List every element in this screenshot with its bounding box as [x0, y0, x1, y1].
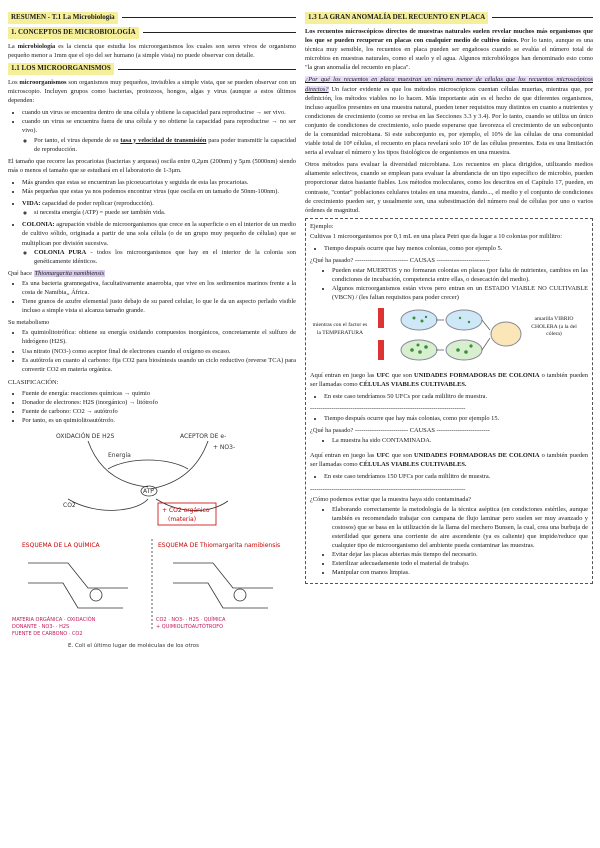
- keyword: tasa y velocidad de transmisión: [120, 136, 207, 144]
- text: ¿Qué ha pasado?: [310, 427, 355, 435]
- keyword: CÉLULAS VIABLES CULTIVABLES.: [359, 380, 467, 388]
- section-1-title: 1. CONCEPTOS DE MICROBIOLOGÍA: [8, 27, 139, 39]
- svg-text:+ QUIMIOLITOAUTÓTROFO: + QUIMIOLITOAUTÓTROFO: [156, 624, 224, 631]
- list-item: • Tiene granos de azufre elemental justo debajo de su pared celular, lo que le da un aspecto perlado visible incluso a simple vista si alcanza tamaño grande.: [22, 297, 296, 315]
- keyword: UNIDADES FORMADORAS DE COLONIA: [413, 452, 540, 460]
- list-item: • En este caso tendríamos 50 UFCs por cada mililitro de muestra.: [324, 392, 588, 401]
- schemes-sketch: [8, 533, 296, 651]
- sketch-label: ATP: [143, 488, 154, 496]
- header-rule: [122, 17, 296, 18]
- list-item: • Manipular con manos limpias.: [332, 568, 588, 577]
- sketch-label: (materia): [168, 516, 197, 524]
- text: ¿Qué ha pasado?: [310, 257, 355, 265]
- list-item: • Tiempo después ocurre que hay menos colonias, como por ejemplo 5.: [324, 244, 588, 253]
- sketch-title-left: ESQUEMA DE LA QUÍMICA: [22, 542, 100, 550]
- keyword: microbiología: [17, 42, 56, 50]
- list-item: • La muestra ha sido CONTAMINADA.: [332, 436, 588, 445]
- classification-title: CLASIFICACIÓN:: [8, 378, 59, 386]
- list-item: • Fuente de carbono: CO2 → autótrofo: [22, 407, 296, 416]
- section-11-header: [8, 63, 296, 75]
- list-item: • Algunos microorganismos están vivos pero entran en un ESTADO VIABLE NO CULTIVABLE (VBCN) / (les faltan requisitos para poder crecer): [332, 284, 588, 302]
- sketch-label: ACEPTOR DE e-: [180, 433, 227, 441]
- list-item: [22, 220, 296, 265]
- header-rule: [118, 69, 296, 70]
- list-item: • Elaborando correctamente la metodología de la técnica aséptica (en condiciones estériles, aunque también es recomendado trabajar con campana de flujo laminar pero suelen ser muy avanzado y costosos) que se basa en la utilización de la llama del mechero Bunsen, la cual, crea una burbuja de esterilidad que genera una corriente de aire ascendente (ya es caliente) que impide/reduce que cualquier tipo de microorganismo del ambiente pueda contaminar las muestras.: [332, 505, 588, 550]
- left-column: [8, 12, 296, 651]
- list-item: [22, 117, 296, 153]
- schemes-sketch-svg: [8, 533, 296, 651]
- bold-text: Los recuentos microscópicos directos de muestras naturales suelen revelar muchos más organismos que los que se pueden recuperar en placas con cualquier medio de cultivo único.: [305, 27, 593, 45]
- example-list: [310, 244, 588, 253]
- virus-list: [8, 108, 296, 153]
- svg-text:FUENTE DE CARBONO · CO2: FUENTE DE CARBONO · CO2: [12, 631, 83, 638]
- list-item: • Fuente de energía: reacciones químicas → quimio: [22, 389, 296, 398]
- section-13-header: [305, 12, 593, 24]
- svg-text:MATERIA ORGÁNICA · OXIDACIÓN: MATERIA ORGÁNICA · OXIDACIÓN: [12, 617, 96, 624]
- text: que son: [389, 452, 414, 460]
- list-item: ◦ si necesita energía (ATP) = puede ser también vida.: [34, 208, 296, 217]
- ufc-paragraph-1: [310, 371, 588, 389]
- example-box: [305, 218, 593, 585]
- list-item: [34, 136, 296, 154]
- text: son organismos muy pequeños, invisibles a simple vista, que se pueden observar con un microscopio. Incluyen grupos como bacterias, protozoos, hongos, algas y virus (aunque a estos últimos dependen:: [8, 79, 297, 105]
- anomaly-paragraph: [305, 27, 593, 72]
- list-item: • En este caso tendríamos 150 UFCs por cada mililitro de muestra.: [324, 472, 588, 481]
- text: para poder transmitir la capacidad de reproducción.: [34, 136, 296, 153]
- text: Un factor evidente es que los métodos microscópicos cuentan células muertas, mientras que, por definición, los métodos viables no lo hacen. Más importante aún es el hecho de que diferentes organismos, incluso aquellos presentes en una muestra natural, pueden tener requisitos muy distintos en cuanto a nutrientes y condiciones de crecimiento (como se revisa en las Secciones 3.3 y 3.4). Por lo tanto, cuando se utiliza un único conjunto de condiciones de crecimiento, solo puede esperarse que favorezca el crecimiento de un subconjunto de la comunidad microbiana. Si este subconjunto es, por ejemplo, el 10% de las células de una comunidad viable total de 10⁸ células, el recuento en placa revelará solo 10⁷ de las células presentes. Esta es una limitación seria al evaluar el número y los tipos fisiológicos de organismos en una muestra.: [305, 85, 593, 157]
- header-rule: [492, 17, 593, 18]
- keyword: COLONIA PURA: [34, 248, 87, 256]
- thiomargarita-list: [8, 279, 296, 315]
- avoid-list: [310, 505, 588, 578]
- list-item: • Es autótrofa en cuanto al carbono: fija CO2 para biosíntesis usando un ciclo reductivo (reverse TCA) para convertir CO2 en materia orgánica.: [22, 356, 296, 374]
- metabolism-list: [8, 328, 296, 373]
- sketch-label: + NO3-: [213, 444, 236, 452]
- thiomargarita-heading: [8, 269, 296, 278]
- metabolism-sketch: [8, 429, 296, 529]
- text: La: [8, 42, 18, 50]
- sketch-title-right: ESQUEMA DE Thiomargarita namibiensis: [158, 542, 281, 550]
- text: que son: [389, 371, 414, 379]
- microorganisms-paragraph: [8, 78, 296, 105]
- summary-tag: RESUMEN - T.1 La Microbiología: [8, 12, 118, 24]
- microbiology-definition: [8, 42, 296, 60]
- keyword: UFC: [376, 452, 390, 460]
- plates-illustration: [310, 306, 588, 368]
- size-list: [8, 178, 296, 196]
- text: Por lo tanto, aunque es una técnica muy sensible, los recuentos en placa pueden ser engañosos cuando se evalúa el número total de microbios en muestras naturales, como el suelo y el agua. Algunos microbiólogos han denominado esto como "la gran anomalía del recuento en placa".: [305, 37, 593, 72]
- keyword: microorganismos: [19, 79, 67, 86]
- text: agrupación visible de microorganismos que crece en la superficie o en el interior de un medio de cultivo sólido, originada a partir de una sola célula (o de un grupo muy pequeño de células) que se multiplican por división sucesiva.: [22, 221, 296, 247]
- right-column: [305, 12, 593, 584]
- sketch-footer: E. Coli el último lugar de moléculas de los otros: [68, 643, 199, 650]
- sketch-label: OXIDACIÓN DE H2S: [56, 433, 115, 441]
- ufc-paragraph-2: [310, 451, 588, 469]
- species-name: Thiomargarita namibiensis: [34, 269, 105, 277]
- causes-separator-2: [310, 426, 588, 435]
- ufc-list-1: [310, 392, 588, 401]
- keyword: UFC: [376, 371, 390, 379]
- classification-list: [8, 389, 296, 425]
- list-item: • Pueden estar MUERTOS y no formaran colonias en placas (por falta de nutrientes, cambios en las condiciones de incubación, competencia entre ellas, o desecación del medio).: [332, 266, 588, 284]
- list-item: • Es quimiolitotrófica: obtiene su energía oxidando compuestos inorgánicos, concretamente el sulfuro de hidrógeno (H2S).: [22, 328, 296, 346]
- section-13-title: 1.3 LA GRAN ANOMALÍA DEL RECUENTO EN PLACA: [305, 12, 488, 24]
- avoid-separator: -------------------------------------------------------------------------: [310, 485, 466, 493]
- list-item: • Es una bacteria gramnegativa, facultativamente anaerobia, que vive en los sedimentos marinos frente a la costa de Namibia,, África.: [22, 279, 296, 297]
- metabolism-title: Su metabolismo: [8, 319, 50, 327]
- ufc-list-2: [310, 472, 588, 481]
- text: cuando un virus se encuentra fuera de una célula y no obtiene la capacidad para reproducirse → no ser vivo).: [22, 118, 296, 135]
- list-item: • Más grandes que estas se encuentran las picoeucariotas y seguida de esta las procariotas.: [22, 178, 296, 187]
- list-item: • Tiempo después ocurre que hay más colonias, como por ejemplo 15.: [324, 414, 588, 423]
- causes-list: [310, 266, 588, 302]
- list-item: • Más pequeñas que estas ya nos podemos encontrar virus (que oscila en un tamaño de 50nm-100nm).: [22, 187, 296, 196]
- svg-text:DONANTE · NO3- · H2S: DONANTE · NO3- · H2S: [12, 624, 70, 631]
- keyword: CÉLULAS VIABLES CULTIVABLES.: [359, 461, 467, 469]
- thermometer-icon: [378, 308, 384, 328]
- text: Qué hace: [8, 269, 34, 277]
- example-list-2: [310, 414, 588, 423]
- list-item: • Usa nitrato (NO3-) como aceptor final de electrones cuando el oxígeno es escaso.: [22, 347, 296, 356]
- text: Por tanto, el virus depende de su: [34, 136, 121, 144]
- text: capacidad de poder replicar (reproducción).: [40, 200, 154, 208]
- text: ------------------------- CAUSAS -------------------------: [354, 427, 490, 435]
- list-item: • cuando un virus se encuentra dentro de una célula y obtiene la capacidad para reproducirse → ser vivo.: [22, 108, 296, 117]
- keyword: VIDA:: [22, 200, 41, 208]
- example-intro: Cultivas 1 microorganismos por 0,1 mL en una placa Petri que da lugar a 10 colonias por mililitro:: [310, 232, 563, 240]
- avoid-question: ¿Cómo podemos evitar que la muestra haya sido contaminada?: [310, 495, 472, 503]
- size-paragraph: El tamaño que recorre las procariotas (bacterias y arqueas) oscila entre 0,2μm (200nm) y 5μm (5000nm) siendo más o menos el tamaño que se estudiará en el laboratorio de 1-3μm.: [8, 157, 296, 174]
- text: es la ciencia que estudia los microorganismos los cuales son seres vivos de organismo pequeño menor a 1mm que el ojo del ser humano (a simple vista) no puede observar con detalle.: [8, 42, 296, 59]
- list-item: [34, 248, 296, 266]
- list-item: • Esterilizar adecuadamente todo el material de trabajo.: [332, 559, 588, 568]
- text: o también pueden ser llamadas como: [310, 371, 589, 388]
- list-item: [22, 199, 296, 217]
- section-1-header: [8, 27, 296, 39]
- cycle-sketch-svg: [8, 429, 296, 529]
- example-separator: -------------------------------------------------------------------------: [310, 404, 466, 412]
- text: - todos los microorganismos que hay en el interior de la colonia son genéticamente idénticos.: [34, 248, 297, 265]
- header-rule: [143, 32, 296, 33]
- question-text: ¿Por qué los recuentos en placa muestran un número menor de células que los recuentos microscópicos directos?: [305, 76, 593, 93]
- svg-text:CO2 · NO3- · H2S · QUÍMICA: CO2 · NO3- · H2S · QUÍMICA: [156, 617, 226, 624]
- causes-list-2: [310, 436, 588, 445]
- sketch-label: CO2: [63, 502, 76, 510]
- definitions-list: [8, 199, 296, 266]
- illustration-label-right: amarilla VIBRIO CHOLERA (a la del cólera): [531, 315, 577, 338]
- keyword: COLONIA:: [22, 221, 55, 229]
- other-methods-paragraph: Otros métodos para evaluar la diversidad microbiana. Los recuentos en placa dirigidos, utilizando medios altamente selectivos, cuando se emplean para evaluar la abundancia de un tipo específico de microbio, pueden proporcionar datos bastante fiables. Los métodos moleculares, como los descritos en el Capítulo 17, pueden, en contraste, "contar" poblaciones celulares totales en una muestra, dando..., el medio y el conjunto de condiciones de crecimiento pueden ser, y usualmente son, una subestimación del número real de células por uno o varios órdenes de magnitud.: [305, 161, 593, 214]
- thermometer-icon: [378, 340, 384, 360]
- list-item: • Por tanto, es un quimiolitoautótrofo.: [22, 416, 296, 425]
- text: Aquí entran en juego las: [310, 371, 377, 379]
- text: Aquí entran en juego las: [310, 452, 377, 460]
- list-item: • Donador de electrones: H2S (inorgánico) → litótrofo: [22, 398, 296, 407]
- question-paragraph: [305, 75, 593, 157]
- list-item: • Evitar dejar las placas abiertas más tiempo del necesario.: [332, 550, 588, 559]
- text: ------------------------- CAUSAS -------------------------: [354, 257, 490, 265]
- petri-dishes-svg: [374, 306, 524, 368]
- summary-header: [8, 12, 296, 24]
- sketch-label: Energía: [108, 452, 131, 460]
- sketch-label: + CO2 orgánico: [162, 507, 210, 515]
- text: Los: [8, 79, 20, 86]
- section-11-title: 1.1 LOS MICROORGANISMOS: [8, 63, 114, 75]
- causes-separator: [310, 256, 588, 265]
- example-title: Ejemplo:: [310, 222, 334, 230]
- text: o también pueden ser llamadas como: [310, 452, 589, 469]
- keyword: UNIDADES FORMADORAS DE COLONIA: [413, 371, 540, 379]
- illustration-label-left: mientras con el factor es la TEMPERATURA: [312, 321, 368, 336]
